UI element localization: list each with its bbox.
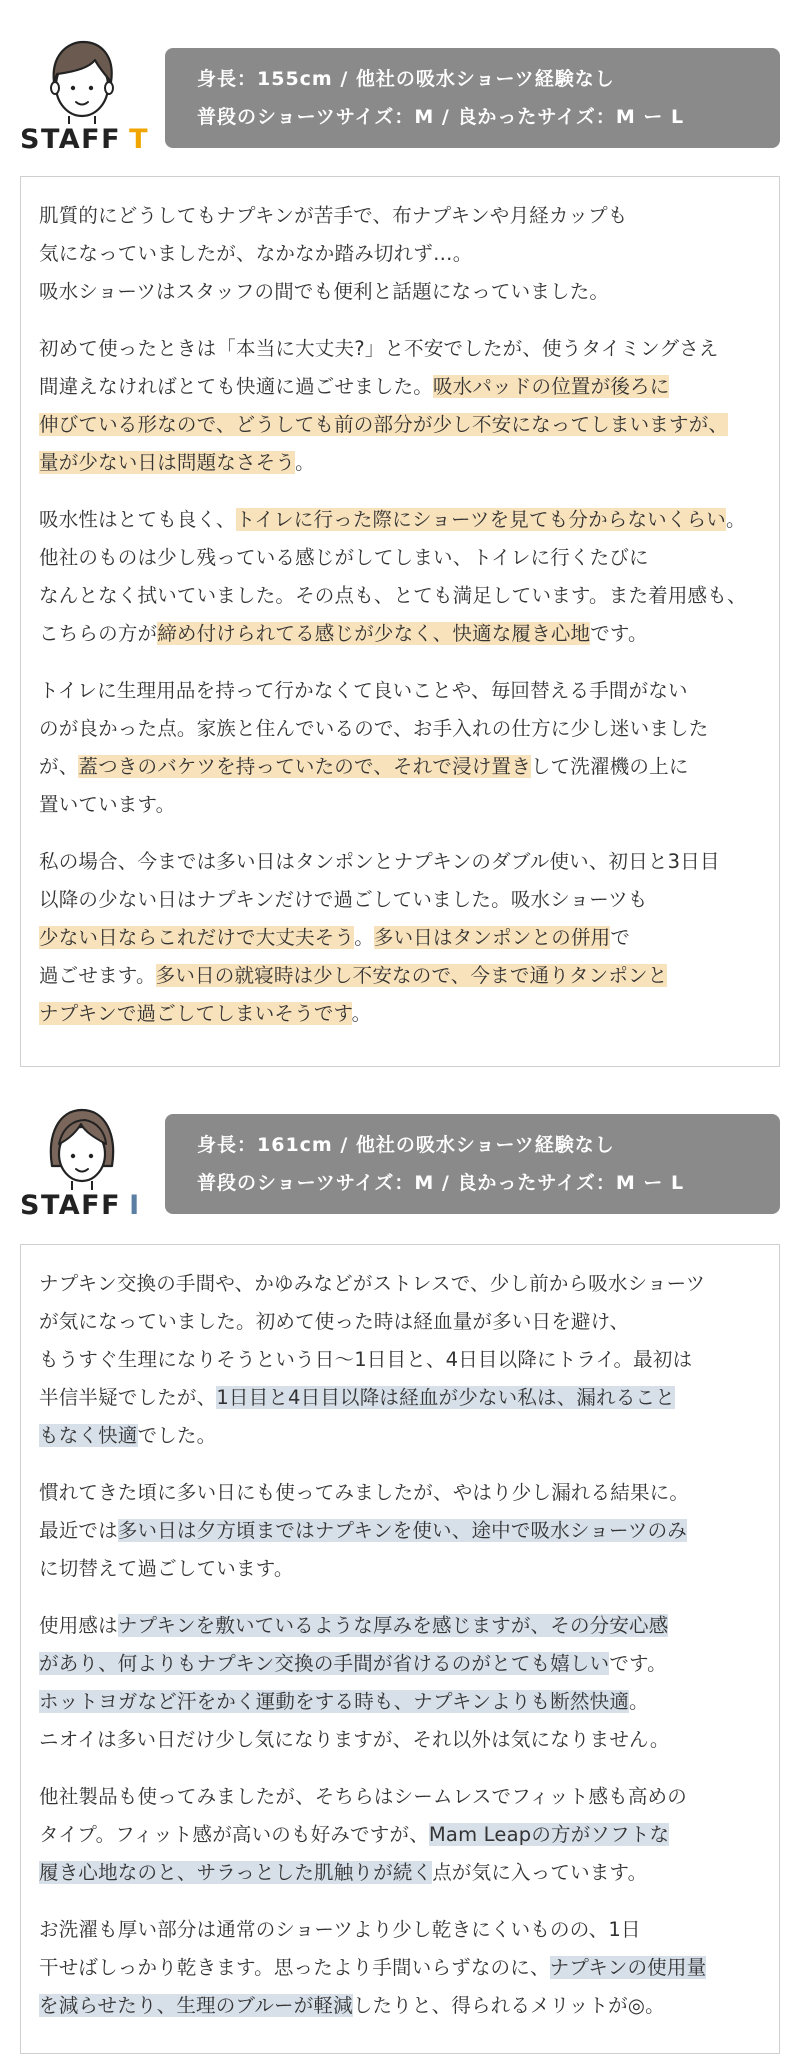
staff-i-size-line: 普段のショーツサイズ：M / 良かったサイズ：M ー L <box>197 1172 685 1194</box>
review-line <box>39 1341 761 1379</box>
highlighted-text: 伸びている形なので、どうしても前の部分が少し不安になってしまいますが、 <box>39 413 729 436</box>
review-line <box>39 577 761 615</box>
review-text: トイレに生理用品を持って行かなくて良いことや、毎回替える手間がない <box>39 679 688 702</box>
review-text: して洗濯機の上に <box>530 755 689 778</box>
review-line <box>39 1512 761 1550</box>
review-paragraph <box>39 843 761 1033</box>
review-line <box>39 1721 761 1759</box>
review-text: 干せばしっかり乾きます。思ったより手間いらずなのに、 <box>39 1956 550 1979</box>
review-line <box>39 444 761 482</box>
review-line <box>39 1645 761 1683</box>
review-line <box>39 197 761 235</box>
review-text: なんとなく拭いていました。その点も、とても満足しています。また着用感も、 <box>39 584 747 607</box>
review-line <box>39 539 761 577</box>
highlighted-text: 締め付けられてる感じが少なく、快適な履き心地 <box>157 622 591 645</box>
review-line <box>39 501 761 539</box>
review-line <box>39 368 761 406</box>
short-hair-person-icon <box>45 38 119 124</box>
review-line <box>39 995 761 1033</box>
review-paragraph <box>39 1778 761 1892</box>
review-line <box>39 1987 761 2025</box>
review-line <box>39 881 761 919</box>
review-text: が気になっていました。初めて使った時は経血量が多い日を避け、 <box>39 1310 630 1333</box>
staff-t-name: STAFF T <box>20 124 149 155</box>
review-text: 過ごせます。 <box>39 964 156 987</box>
review-text: で <box>610 926 631 949</box>
review-text: 点が気に入っています。 <box>432 1861 648 1884</box>
review-text: 間違えなければとても快適に過ごせました。 <box>39 375 434 398</box>
review-line <box>39 406 761 444</box>
highlighted-text: 吸水パッドの位置が後ろに <box>433 375 670 398</box>
review-text: 他社製品も使ってみましたが、そちらはシームレスでフィット感も高めの <box>39 1785 687 1808</box>
staff-i-header <box>20 1104 780 1244</box>
review-text: お洗濯も厚い部分は通常のショーツより少し乾きにくいものの、1日 <box>39 1918 641 1941</box>
review-text: のが良かった点。家族と住んでいるので、お手入れの仕方に少し迷いました <box>39 717 709 740</box>
review-paragraph <box>39 1911 761 2025</box>
review-line <box>39 748 761 786</box>
staff-i-name: STAFF I <box>20 1190 141 1221</box>
highlighted-text: 履き心地なのと、サラっとした肌触りが続く <box>39 1861 433 1884</box>
staff-i-height-line: 身長：161cm / 他社の吸水ショーツ経験なし <box>197 1134 615 1156</box>
review-line <box>39 330 761 368</box>
highlighted-text: を減らせたり、生理のブルーが軽減 <box>39 1994 353 2017</box>
review-line <box>39 919 761 957</box>
staff-t-info-box <box>165 48 780 148</box>
review-text: 初めて使ったときは「本当に大丈夫?」と不安でしたが、使うタイミングさえ <box>39 337 719 360</box>
review-line <box>39 1474 761 1512</box>
review-text: が、 <box>39 755 79 778</box>
review-text: 置いています。 <box>39 793 176 816</box>
staff-i-review-card <box>20 1244 780 2054</box>
highlighted-text: 多い日の就寝時は少し不安なので、今まで通りタンポンと <box>155 964 668 987</box>
review-text: 気になっていましたが、なかなか踏み切れず…。 <box>39 242 473 265</box>
review-paragraph <box>39 1607 761 1759</box>
staff-t-review-card <box>20 176 780 1067</box>
review-text: でした。 <box>137 1424 217 1447</box>
review-text: 私の場合、今までは多い日はタンポンとナプキンのダブル使い、初日と3日目 <box>39 850 720 873</box>
staff-t-avatar <box>20 38 149 178</box>
review-line <box>39 1550 761 1588</box>
staff-t-header <box>20 38 780 178</box>
review-text: 吸水性はとても良く、 <box>39 508 236 531</box>
staff-t-initial: T <box>129 124 149 155</box>
review-line <box>39 1379 761 1417</box>
review-text: 半信半疑でしたが、 <box>39 1386 217 1409</box>
highlighted-text: 多い日はタンポンとの併用 <box>373 926 611 949</box>
review-text: 他社のものは少し残っている感じがしてしまい、トイレに行くたびに <box>39 546 649 569</box>
bob-hair-person-icon <box>45 1104 119 1190</box>
review-line <box>39 710 761 748</box>
staff-i-info-box <box>165 1114 780 1214</box>
highlighted-text: ホットヨガなど汗をかく運動をする時も、ナプキンよりも断然快適 <box>39 1690 630 1713</box>
highlighted-text: があり、何よりもナプキン交換の手間が省けるのがとても嬉しい <box>39 1652 610 1675</box>
review-line <box>39 1607 761 1645</box>
review-text: したりと、得られるメリットが◎。 <box>352 1994 665 2017</box>
review-text: ニオイは多い日だけ少し気になりますが、それ以外は気になりません。 <box>39 1728 670 1751</box>
review-text: 。 <box>295 451 315 474</box>
review-text: に切替えて過ごしています。 <box>39 1557 294 1580</box>
review-text: 。 <box>354 926 374 949</box>
review-text: 肌質的にどうしてもナプキンが苦手で、布ナプキンや月経カップも <box>39 204 628 227</box>
review-paragraph <box>39 330 761 482</box>
review-text: ナプキン交換の手間や、かゆみなどがストレスで、少し前から吸水ショーツ <box>39 1272 706 1295</box>
review-text: タイプ。フィット感が高いのも好みですが、 <box>39 1823 429 1846</box>
highlighted-text: トイレに行った際にショーツを見ても分からないくらい <box>235 508 726 531</box>
highlighted-text: ナプキンの使用量 <box>549 1956 707 1979</box>
highlighted-text: ナプキンを敷いているような厚みを感じますが、その分安心感 <box>117 1614 669 1637</box>
staff-i-avatar <box>20 1104 140 1244</box>
review-text: こちらの方が <box>39 622 158 645</box>
review-paragraph <box>39 1265 761 1455</box>
review-line <box>39 1854 761 1892</box>
review-line <box>39 957 761 995</box>
highlighted-text: ナプキンで過ごしてしまいそうです <box>39 1002 352 1025</box>
review-text: 。 <box>351 1002 372 1025</box>
review-line <box>39 843 761 881</box>
review-paragraph <box>39 197 761 311</box>
review-text: です。 <box>609 1652 667 1675</box>
review-line <box>39 615 761 653</box>
review-line <box>39 672 761 710</box>
highlighted-text: 多い日は夕方頃まではナプキンを使い、途中で吸水ショーツのみ <box>117 1519 687 1542</box>
review-text: 。 <box>725 508 746 531</box>
highlighted-text: 量が少ない日は問題なさそう <box>39 451 296 474</box>
review-text: 。 <box>629 1690 649 1713</box>
staff-i-initial: I <box>129 1190 141 1221</box>
review-line <box>39 1911 761 1949</box>
review-text: です。 <box>590 622 648 645</box>
highlighted-text: 1日目と4日目以降は経血が少ない私は、漏れること <box>216 1386 675 1409</box>
review-text: 慣れてきた頃に多い日にも使ってみましたが、やはり少し漏れる結果に。 <box>39 1481 690 1504</box>
review-line <box>39 1417 761 1455</box>
review-text: 以降の少ない日はナプキンだけで過ごしていました。吸水ショーツも <box>39 888 648 911</box>
review-line <box>39 1949 761 1987</box>
review-paragraph <box>39 672 761 824</box>
staff-t-height-line: 身長：155cm / 他社の吸水ショーツ経験なし <box>197 68 615 90</box>
review-paragraph <box>39 1474 761 1588</box>
highlighted-text: もなく快適 <box>39 1424 138 1447</box>
highlighted-text: 蓋つきのバケツを持っていたので、それで浸け置き <box>78 755 531 778</box>
highlighted-text: 少ない日ならこれだけで大丈夫そう <box>39 926 355 949</box>
review-line <box>39 1303 761 1341</box>
review-text: もうすぐ生理になりそうという日〜1日目と、4日目以降にトライ。最初は <box>39 1348 693 1371</box>
review-text: 最近では <box>39 1519 118 1542</box>
review-paragraph <box>39 501 761 653</box>
review-line <box>39 1265 761 1303</box>
review-text: 使用感は <box>39 1614 118 1637</box>
review-line <box>39 235 761 273</box>
review-line <box>39 1778 761 1816</box>
review-line <box>39 786 761 824</box>
review-line <box>39 1683 761 1721</box>
staff-t-size-line: 普段のショーツサイズ：M / 良かったサイズ：M ー L <box>197 106 685 128</box>
review-line <box>39 1816 761 1854</box>
review-line <box>39 273 761 311</box>
review-text: 吸水ショーツはスタッフの間でも便利と話題になっていました。 <box>39 280 610 303</box>
highlighted-text: Mam Leapの方がソフトな <box>428 1823 670 1846</box>
